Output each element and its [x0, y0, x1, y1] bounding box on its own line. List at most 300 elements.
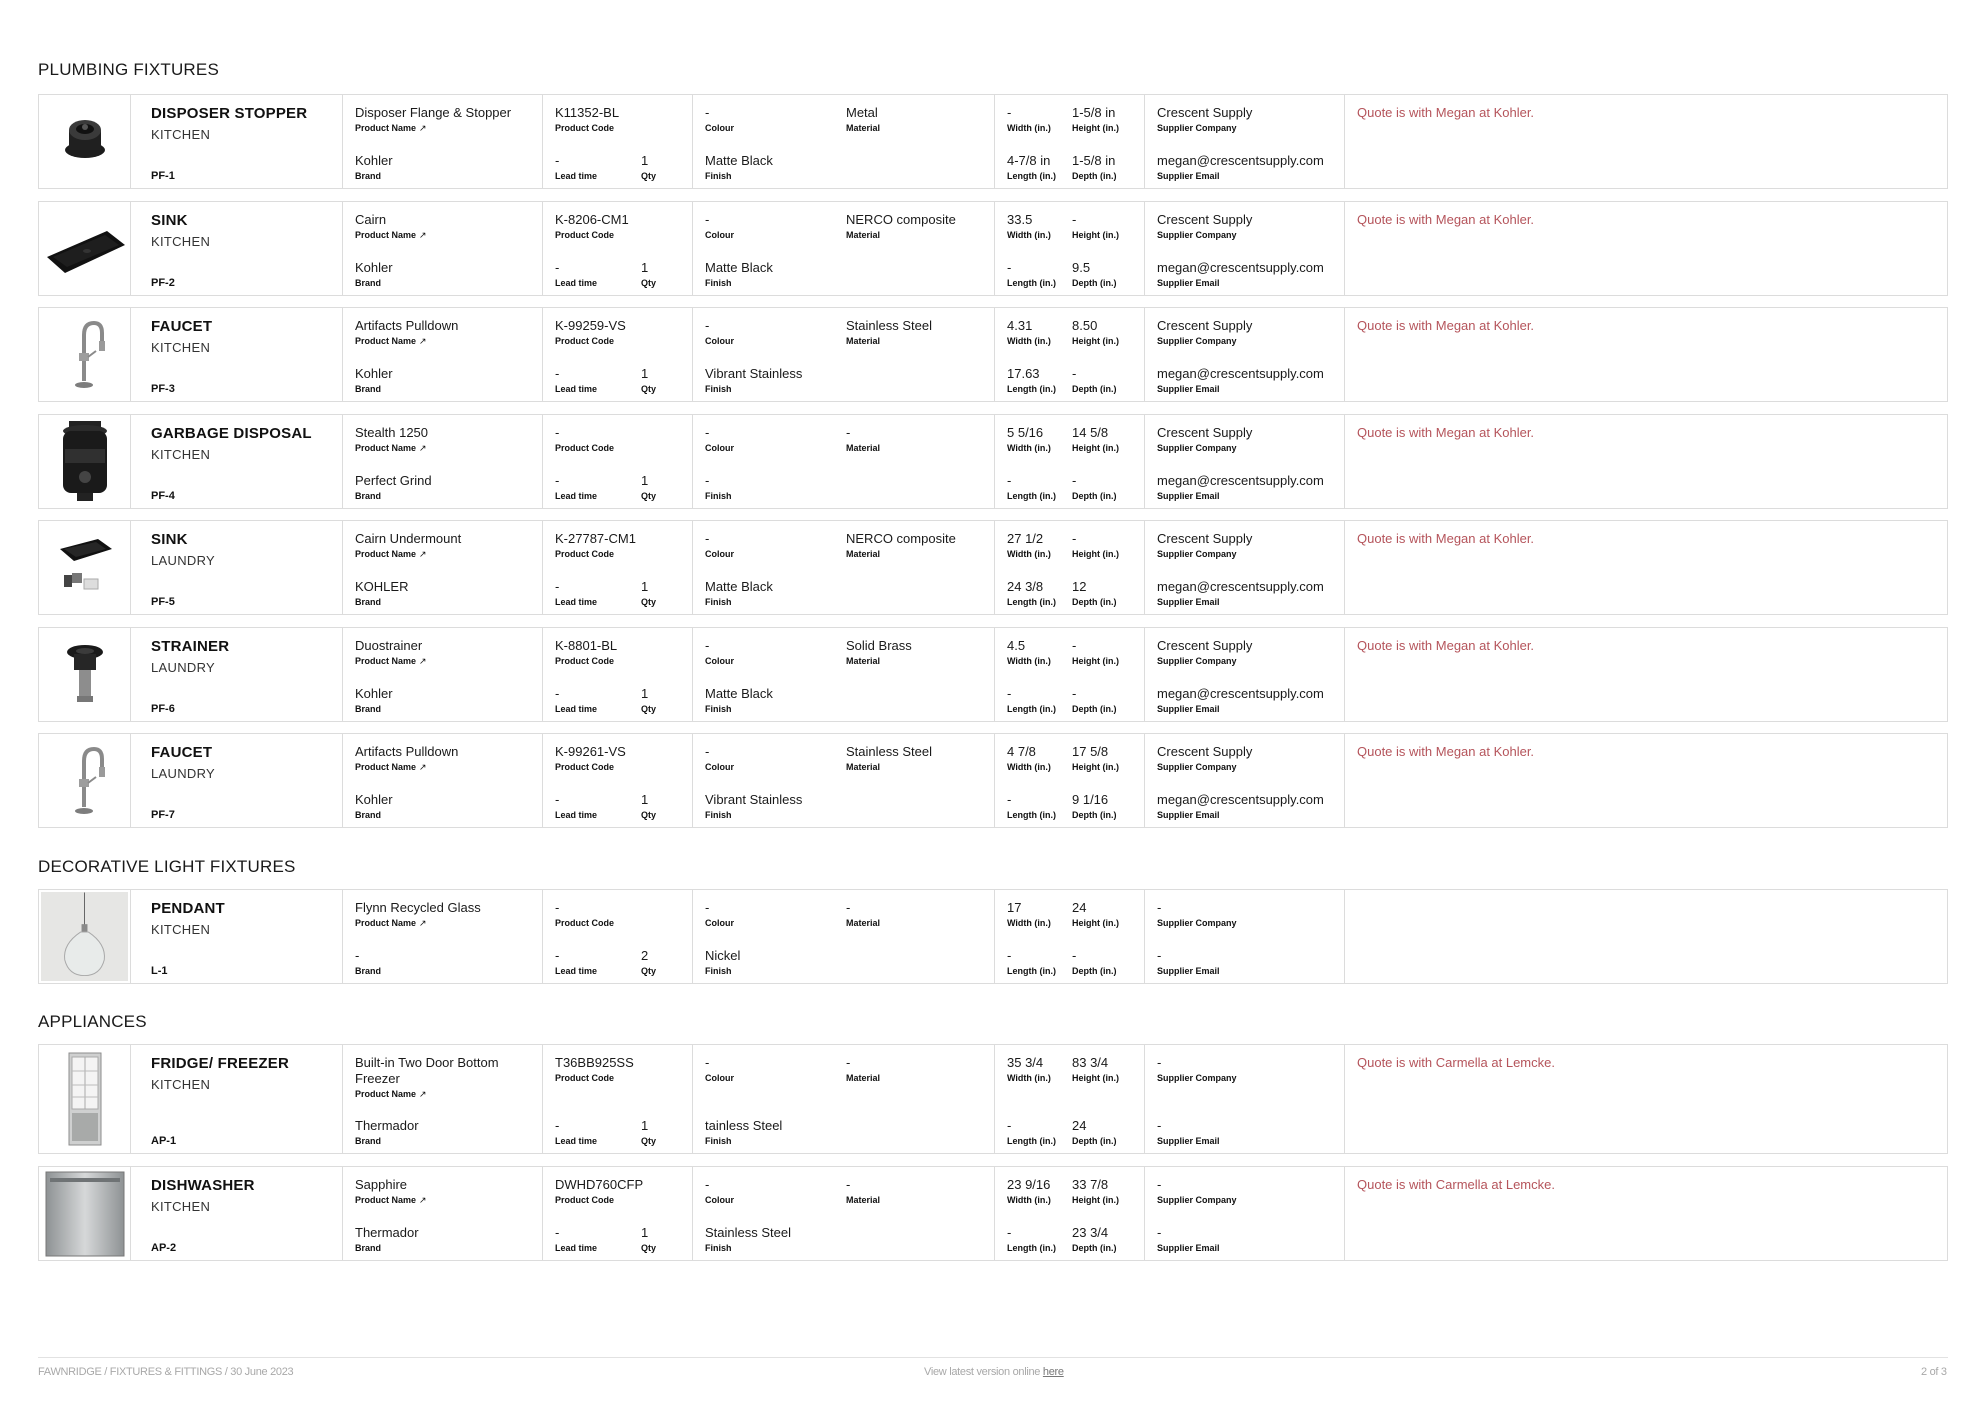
- brand-label: Brand: [355, 278, 382, 288]
- product-name-label-text: Product Name: [355, 336, 417, 346]
- product-name-value[interactable]: Duostrainer: [355, 638, 423, 653]
- colour-field: [705, 1177, 846, 1206]
- dimensions-cell: [995, 308, 1145, 401]
- supplier-cell: [1145, 1167, 1345, 1260]
- depth-field: [1072, 948, 1117, 977]
- material-field: [846, 1055, 880, 1084]
- qty-field: [641, 473, 656, 502]
- material-value: -: [846, 1055, 851, 1070]
- item-name: FAUCET: [151, 318, 213, 335]
- lead_time-field: [555, 1225, 641, 1254]
- colour-cell: [693, 890, 995, 983]
- pendant-image: [41, 892, 128, 981]
- finish-label: Finish: [705, 278, 732, 288]
- item-name: FRIDGE/ FREEZER: [151, 1055, 290, 1072]
- link-icon[interactable]: ↗: [419, 762, 427, 772]
- supplier-cell: [1145, 308, 1345, 401]
- material-label: Material: [846, 549, 881, 559]
- supplier_email-label: Supplier Email: [1157, 810, 1220, 820]
- supplier-email-block: [1157, 260, 1332, 289]
- colour-value: -: [705, 425, 710, 440]
- faucet-image: [41, 310, 128, 399]
- footer-online-link[interactable]: here: [1042, 1366, 1064, 1378]
- link-icon[interactable]: ↗: [419, 336, 427, 346]
- product-name-cell: [131, 1167, 343, 1260]
- width-value: -: [1007, 105, 1012, 120]
- width-field: [1007, 900, 1072, 929]
- product_name-field: [355, 1055, 530, 1100]
- supplier-email-block: [1157, 153, 1332, 182]
- link-icon[interactable]: ↗: [419, 1195, 427, 1205]
- depth-field: [1072, 579, 1117, 608]
- brand-value: Kohler: [355, 260, 393, 275]
- width-value: 5 5/16: [1007, 425, 1044, 440]
- product_code-label: Product Code: [555, 549, 615, 559]
- product-name-value[interactable]: Cairn: [355, 212, 387, 227]
- depth-field: [1072, 1225, 1117, 1254]
- product-name-value[interactable]: Artifacts Pulldown: [355, 318, 459, 333]
- brand-field: [355, 686, 530, 715]
- brand-block: [355, 366, 530, 395]
- length-label: Length (in.): [1007, 384, 1056, 394]
- length-field: [1007, 686, 1072, 715]
- brand-label: Brand: [355, 704, 382, 714]
- length-value: -: [1007, 1225, 1012, 1240]
- dims-block: [1007, 948, 1132, 977]
- material-field: [846, 638, 912, 667]
- length-field: [1007, 473, 1072, 502]
- item-room: LAUNDRY: [151, 766, 215, 781]
- quote-note: Quote is with Megan at Kohler.: [1357, 212, 1535, 227]
- product-image-cell: [39, 890, 131, 983]
- product_code-label: Product Code: [555, 336, 615, 346]
- length-value: -: [1007, 1118, 1012, 1133]
- width-label: Width (in.): [1007, 230, 1051, 240]
- brand-label: Brand: [355, 1136, 382, 1146]
- qty-label: Qty: [641, 1136, 657, 1146]
- height-value: 14 5/8: [1072, 425, 1109, 440]
- finish-field: [705, 473, 982, 502]
- product_code-field: [555, 744, 680, 773]
- link-icon[interactable]: ↗: [419, 443, 427, 453]
- material-value: -: [846, 1177, 851, 1192]
- supplier_company-field: [1157, 1177, 1332, 1206]
- product-row[interactable]: [38, 307, 1948, 402]
- brand-block: [355, 579, 530, 608]
- laundry-sink-image: [41, 523, 128, 612]
- depth-label: Depth (in.): [1072, 278, 1117, 288]
- lead_time-label: Lead time: [555, 1243, 598, 1253]
- finish-label: Finish: [705, 1136, 732, 1146]
- lead_time-field: [555, 792, 641, 821]
- item-name: DISPOSER STOPPER: [151, 105, 308, 122]
- finish-field: [705, 686, 982, 715]
- supplier_company-value: Crescent Supply: [1157, 425, 1253, 440]
- depth-label: Depth (in.): [1072, 597, 1117, 607]
- supplier-cell: [1145, 202, 1345, 295]
- notes-cell: [1345, 734, 1947, 827]
- qty-label: Qty: [641, 810, 657, 820]
- item-room: LAUNDRY: [151, 660, 215, 675]
- dimensions-cell: [995, 734, 1145, 827]
- field-pair: [1007, 948, 1132, 977]
- item-room: KITCHEN: [151, 234, 211, 249]
- depth-value: 24: [1072, 1118, 1087, 1133]
- section-title: DECORATIVE LIGHT FIXTURES: [38, 857, 296, 876]
- lead_time-label: Lead time: [555, 171, 598, 181]
- product-row[interactable]: [38, 201, 1948, 296]
- product-name-label-text: Product Name: [355, 230, 417, 240]
- supplier_email-field: [1157, 260, 1332, 289]
- material-field: [846, 105, 880, 134]
- finish-field: [705, 948, 982, 977]
- finish-block: [705, 366, 982, 395]
- brand-label: Brand: [355, 597, 382, 607]
- colour-value: -: [705, 638, 710, 653]
- product-name-label: [355, 336, 530, 347]
- length-value: -: [1007, 260, 1012, 275]
- finish-value: Matte Black: [705, 686, 773, 701]
- product-code-cell: [543, 521, 693, 614]
- product_code-value: K-27787-CM1: [555, 531, 636, 546]
- finish-value: Vibrant Stainless: [705, 366, 803, 381]
- supplier-cell: [1145, 890, 1345, 983]
- supplier_email-value: megan@crescentsupply.com: [1157, 366, 1324, 381]
- link-icon[interactable]: ↗: [419, 918, 427, 928]
- link-icon[interactable]: ↗: [419, 549, 427, 559]
- lead_time-value: -: [555, 260, 560, 275]
- footer-online-text: View latest version online: [924, 1366, 1041, 1378]
- material-label: Material: [846, 230, 881, 240]
- qty-value: 1: [641, 260, 649, 275]
- product_name-field: [355, 212, 530, 241]
- length-label: Length (in.): [1007, 171, 1056, 181]
- product-name-cell: [131, 628, 343, 721]
- link-icon[interactable]: ↗: [419, 230, 427, 240]
- item-code: AP-1: [151, 1135, 177, 1147]
- product-name-value[interactable]: Flynn Recycled Glass: [355, 900, 481, 915]
- product-info-cell: [343, 95, 543, 188]
- supplier_company-value: -: [1157, 1177, 1162, 1192]
- height-value: 17 5/8: [1072, 744, 1109, 759]
- finish-value: Stainless Steel: [705, 1225, 791, 1240]
- width-label: Width (in.): [1007, 336, 1051, 346]
- length-label: Length (in.): [1007, 704, 1056, 714]
- lead-qty-block: [555, 260, 680, 289]
- product-name-label-text: Product Name: [355, 1195, 417, 1205]
- supplier_email-value: megan@crescentsupply.com: [1157, 153, 1324, 168]
- material-label: Material: [846, 1195, 881, 1205]
- product_code-field: [555, 425, 680, 454]
- product_code-field: [555, 212, 680, 241]
- finish-value: Matte Black: [705, 153, 773, 168]
- colour-cell: [693, 308, 995, 401]
- product_code-label: Product Code: [555, 1073, 615, 1083]
- item-name: SINK: [151, 212, 188, 229]
- supplier_email-label: Supplier Email: [1157, 704, 1220, 714]
- product_name-field: [355, 744, 530, 773]
- product-row[interactable]: [38, 627, 1948, 722]
- material-label: Material: [846, 762, 881, 772]
- supplier_company-field: [1157, 318, 1332, 347]
- depth-value: 12: [1072, 579, 1087, 594]
- supplier-cell: [1145, 734, 1345, 827]
- footer-online-version: [924, 1366, 1064, 1378]
- field-pair: [1007, 744, 1132, 773]
- product-name-value[interactable]: Built-in Two Door Bottom Freezer: [355, 1055, 499, 1086]
- item-name: DISHWASHER: [151, 1177, 255, 1194]
- product-image-cell: [39, 415, 131, 508]
- finish-block: [705, 792, 982, 821]
- notes-cell: [1345, 890, 1947, 983]
- height-value: 8.50: [1072, 318, 1098, 333]
- lead_time-label: Lead time: [555, 491, 598, 501]
- product-row[interactable]: [38, 1044, 1948, 1154]
- brand-label: Brand: [355, 1243, 382, 1253]
- dims-block: [1007, 260, 1132, 289]
- finish-block: [705, 579, 982, 608]
- field-pair: [1007, 366, 1132, 395]
- brand-block: [355, 260, 530, 289]
- brand-block: [355, 686, 530, 715]
- field-pair: [555, 260, 680, 289]
- quote-note: Quote is with Megan at Kohler.: [1357, 318, 1535, 333]
- lead_time-value: -: [555, 579, 560, 594]
- product_code-value: -: [555, 425, 560, 440]
- link-icon[interactable]: ↗: [419, 123, 427, 133]
- supplier_company-label: Supplier Company: [1157, 1195, 1237, 1205]
- depth-value: 1-5/8 in: [1072, 153, 1116, 168]
- footer-divider: [38, 1357, 1948, 1358]
- garbage-disposal-image: [41, 417, 128, 506]
- product-name-label: [355, 123, 530, 134]
- lead_time-label: Lead time: [555, 597, 598, 607]
- colour-label: Colour: [705, 336, 734, 346]
- height-field: [1072, 212, 1119, 241]
- colour-cell: [693, 202, 995, 295]
- field-pair: [1007, 900, 1132, 929]
- qty-field: [641, 1118, 656, 1147]
- field-pair: [555, 1225, 680, 1254]
- product_name-field: [355, 531, 530, 560]
- dimensions-cell: [995, 415, 1145, 508]
- dimensions-cell: [995, 628, 1145, 721]
- width-field: [1007, 105, 1072, 134]
- supplier_email-value: megan@crescentsupply.com: [1157, 686, 1324, 701]
- lead_time-field: [555, 948, 641, 977]
- item-name: GARBAGE DISPOSAL: [151, 425, 312, 442]
- colour-label: Colour: [705, 656, 734, 666]
- qty-value: 1: [641, 579, 649, 594]
- width-value: 17: [1007, 900, 1022, 915]
- length-label: Length (in.): [1007, 810, 1056, 820]
- supplier-cell: [1145, 521, 1345, 614]
- dims-block: [1007, 153, 1132, 182]
- material-field: [846, 425, 880, 454]
- product-name-value[interactable]: Disposer Flange & Stopper: [355, 105, 512, 120]
- product-name-value[interactable]: Stealth 1250: [355, 425, 429, 440]
- quote-note: Quote is with Megan at Kohler.: [1357, 425, 1535, 440]
- field-pair: [705, 425, 982, 454]
- product-name-value[interactable]: Artifacts Pulldown: [355, 744, 459, 759]
- product-name-cell: [131, 521, 343, 614]
- material-label: Material: [846, 123, 881, 133]
- item-room: KITCHEN: [151, 127, 211, 142]
- width-label: Width (in.): [1007, 1073, 1051, 1083]
- supplier_email-field: [1157, 948, 1332, 977]
- product_code-field: [555, 318, 680, 347]
- product_code-value: K11352-BL: [555, 105, 620, 120]
- finish-field: [705, 153, 982, 182]
- quote-note: Quote is with Megan at Kohler.: [1357, 105, 1535, 120]
- lead_time-label: Lead time: [555, 966, 598, 976]
- product-row[interactable]: [38, 733, 1948, 828]
- height-label: Height (in.): [1072, 656, 1119, 666]
- product-name-label-text: Product Name: [355, 918, 417, 928]
- product-row[interactable]: [38, 1166, 1948, 1261]
- item-code: PF-6: [151, 703, 175, 715]
- height-value: 83 3/4: [1072, 1055, 1109, 1070]
- depth-field: [1072, 686, 1117, 715]
- colour-label: Colour: [705, 549, 734, 559]
- product-row[interactable]: [38, 889, 1948, 984]
- colour-value: -: [705, 1177, 710, 1192]
- field-pair: [1007, 792, 1132, 821]
- field-pair: [555, 473, 680, 502]
- item-code: PF-4: [151, 490, 175, 502]
- product-info-cell: [343, 734, 543, 827]
- lead-qty-block: [555, 153, 680, 182]
- colour-cell: [693, 521, 995, 614]
- lead_time-label: Lead time: [555, 810, 598, 820]
- product-name-label-text: Product Name: [355, 123, 417, 133]
- fridge-image: [41, 1047, 128, 1151]
- supplier-email-block: [1157, 579, 1332, 608]
- material-field: [846, 744, 932, 773]
- colour-cell: [693, 1167, 995, 1260]
- lead-qty-block: [555, 1118, 680, 1147]
- product-row[interactable]: [38, 414, 1948, 509]
- link-icon[interactable]: ↗: [419, 656, 427, 666]
- dims-block: [1007, 473, 1132, 502]
- supplier_email-label: Supplier Email: [1157, 597, 1220, 607]
- supplier_company-value: Crescent Supply: [1157, 105, 1253, 120]
- material-value: -: [846, 425, 851, 440]
- supplier_company-value: Crescent Supply: [1157, 531, 1253, 546]
- field-pair: [1007, 318, 1132, 347]
- colour-value: -: [705, 105, 710, 120]
- supplier-cell: [1145, 95, 1345, 188]
- product-name-value[interactable]: Sapphire: [355, 1177, 408, 1192]
- length-field: [1007, 260, 1072, 289]
- supplier_email-value: -: [1157, 1225, 1162, 1240]
- field-pair: [705, 318, 982, 347]
- length-field: [1007, 1225, 1072, 1254]
- length-field: [1007, 579, 1072, 608]
- colour-label: Colour: [705, 123, 734, 133]
- lead_time-value: -: [555, 1225, 560, 1240]
- lead_time-label: Lead time: [555, 278, 598, 288]
- width-field: [1007, 531, 1072, 560]
- product-name-label: [355, 918, 530, 929]
- colour-value: -: [705, 212, 710, 227]
- product-name-label-text: Product Name: [355, 762, 417, 772]
- width-label: Width (in.): [1007, 762, 1051, 772]
- qty-label: Qty: [641, 704, 657, 714]
- product-name-value[interactable]: Cairn Undermount: [355, 531, 462, 546]
- link-icon[interactable]: ↗: [419, 1089, 427, 1099]
- depth-label: Depth (in.): [1072, 810, 1117, 820]
- finish-value: Nickel: [705, 948, 741, 963]
- product-name-cell: [131, 95, 343, 188]
- supplier_email-field: [1157, 686, 1332, 715]
- material-field: [846, 531, 956, 560]
- item-room: LAUNDRY: [151, 553, 215, 568]
- strainer-image: [41, 630, 128, 719]
- supplier_email-field: [1157, 366, 1332, 395]
- length-value: -: [1007, 948, 1012, 963]
- brand-value: Kohler: [355, 686, 393, 701]
- product_code-value: DWHD760CFP: [555, 1177, 644, 1192]
- product-row[interactable]: [38, 94, 1948, 189]
- qty-value: 2: [641, 948, 649, 963]
- finish-block: [705, 948, 982, 977]
- supplier_email-label: Supplier Email: [1157, 278, 1220, 288]
- brand-field: [355, 1225, 530, 1254]
- product-name-cell: [131, 415, 343, 508]
- brand-value: Kohler: [355, 366, 393, 381]
- finish-value: Matte Black: [705, 579, 773, 594]
- height-label: Height (in.): [1072, 1195, 1119, 1205]
- item-code: PF-3: [151, 383, 175, 395]
- brand-value: Kohler: [355, 153, 393, 168]
- finish-block: [705, 1118, 982, 1147]
- supplier_company-value: Crescent Supply: [1157, 318, 1253, 333]
- qty-field: [641, 792, 656, 821]
- notes-cell: [1345, 95, 1947, 188]
- depth-label: Depth (in.): [1072, 384, 1117, 394]
- material-label: Material: [846, 443, 881, 453]
- product_code-label: Product Code: [555, 656, 615, 666]
- item-code: AP-2: [151, 1242, 177, 1254]
- qty-value: 1: [641, 1118, 649, 1133]
- material-value: NERCO composite: [846, 531, 956, 546]
- qty-value: 1: [641, 366, 649, 381]
- brand-label: Brand: [355, 810, 382, 820]
- height-field: [1072, 638, 1119, 667]
- finish-label: Finish: [705, 384, 732, 394]
- finish-field: [705, 366, 982, 395]
- depth-value: 9 1/16: [1072, 792, 1109, 807]
- qty-label: Qty: [641, 278, 657, 288]
- notes-cell: [1345, 202, 1947, 295]
- product-name-label: [355, 762, 530, 773]
- brand-label: Brand: [355, 491, 382, 501]
- depth-value: -: [1072, 686, 1077, 701]
- dims-block: [1007, 579, 1132, 608]
- product_code-value: T36BB925SS: [555, 1055, 634, 1070]
- product-name-label: [355, 549, 530, 560]
- width-value: 4.5: [1007, 638, 1026, 653]
- lead_time-field: [555, 153, 641, 182]
- colour-label: Colour: [705, 918, 734, 928]
- supplier-email-block: [1157, 473, 1332, 502]
- height-label: Height (in.): [1072, 762, 1119, 772]
- finish-block: [705, 260, 982, 289]
- colour-cell: [693, 1045, 995, 1153]
- product-row[interactable]: [38, 520, 1948, 615]
- finish-field: [705, 792, 982, 821]
